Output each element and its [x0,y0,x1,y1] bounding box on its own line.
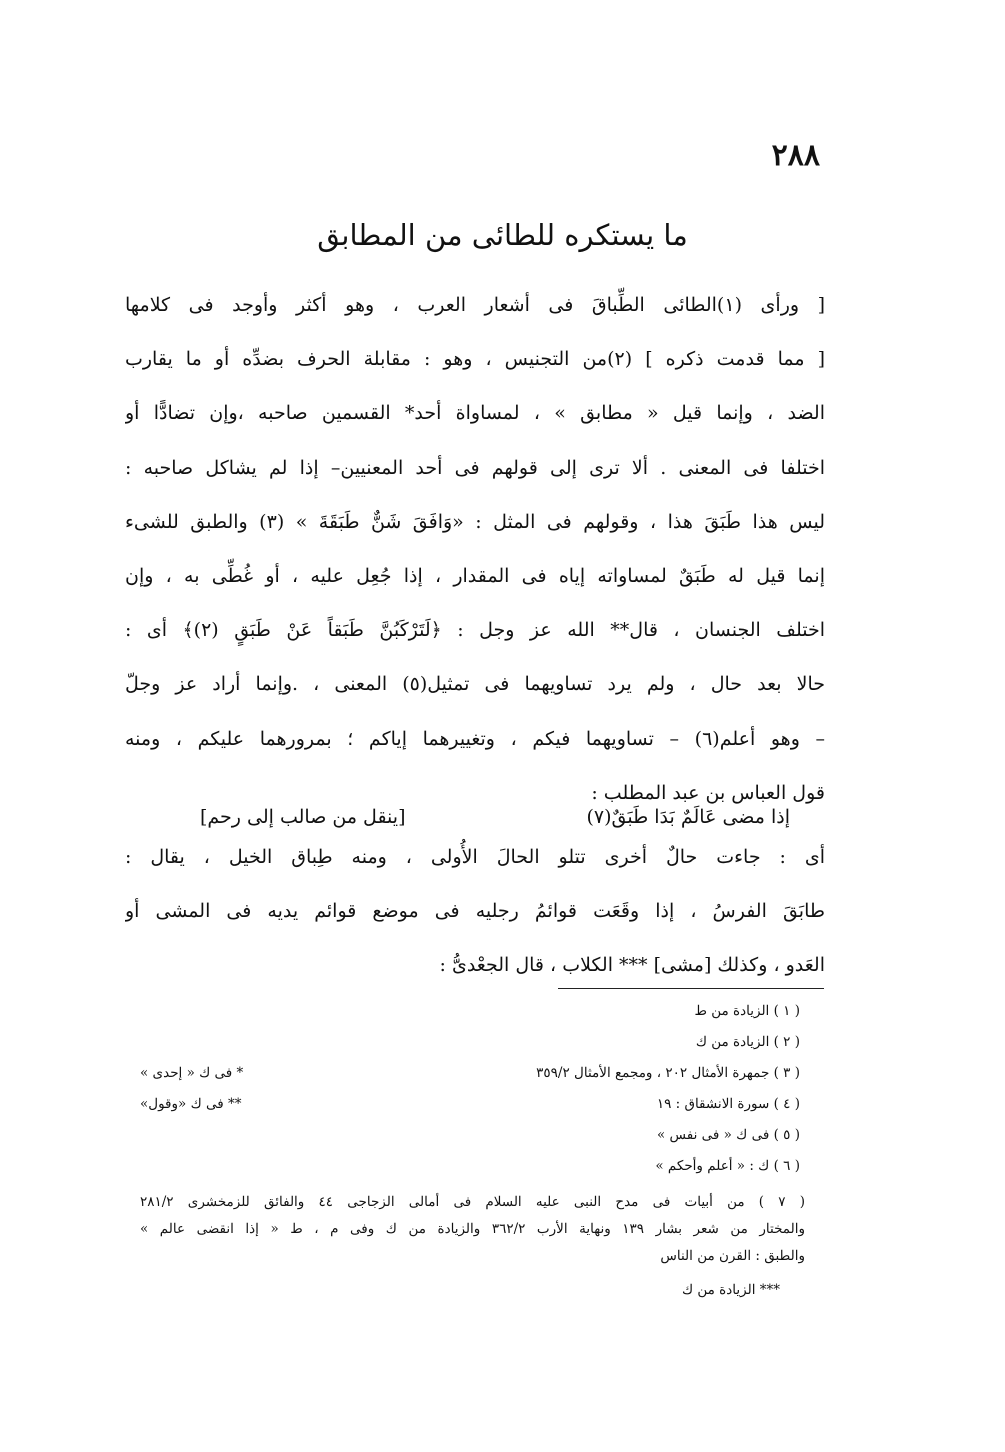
footnote-final: *** الزيادة من ك [681,1282,780,1298]
footnote-row [140,1089,800,1120]
text-line: العَدو ، وكذلك [مشى] *** الكلاب ، قال الجعْدىُّ : [439,954,825,977]
text-line: الضد ، وإنما قيل « مطابق » ، لمساواة أحد* القسمين صاحبه ،وإن تضادًّا أو [125,402,825,425]
body-text-continued [125,830,825,993]
text-line: طابَقَ الفرسُ ، إذا وقَعَت قوائمُ رجليه فى موضع قوائم يديه فى المشى أو [125,900,825,923]
text-line: [ ورأى (١)الطائى الطِّباقَ فى أشعار العرب ، وهو أكثر وأوجد فى كلامها [125,294,825,316]
text-line: قول العباس بن عبد المطلب : [591,781,825,804]
text-line: ليس هذا طَبَقَ هذا ، وقولهم فى المثل : «وَافَقَ شَنٌّ طَبَقَةَ » (٣) والطبق للشىء [125,510,825,533]
footnote-line: والمختار من شعر بشار ١٣٩ ونهاية الأرب ٣٦٢/٢ والزيادة من ك وفى م ، ط « إذا انقضى عالم » [140,1221,805,1237]
footnote-row [140,1058,800,1089]
footnote-row [140,1151,800,1182]
footnote-line: ( ٧ ) من أبيات فى مدح النبى عليه السلام فى أمالى الزجاجى ٤٤ والفائق للزمخشرى ٢٨١/٢ [140,1194,805,1210]
text-line: إنما قيل له طَبَقٌ لمساواته إياه فى المقدار ، إذا جُعِل عليه ، أو غُطِّى به ، وإن [125,564,825,587]
footnote-note: * فى ك « إحدى » [140,1065,244,1081]
text-line: اختلف الجنسان ، قال** الله عز وجل : ﴿لَتَرْكَبُنَّ طَبَقاً عَنْ طَبَقٍ (٢)﴾ أى : [125,619,825,642]
footnote-note: ** فى ك «وقول» [140,1096,242,1112]
body-text [125,278,825,820]
verse-hemistich-left: [ينقل من صالب إلى رحم] [200,806,406,828]
footnote-row [140,1120,800,1151]
footnote: ( ١ ) الزيادة من ط [694,1003,800,1019]
footnote-seven [140,1189,805,1270]
text-line: [ مما قدمت ذكره ] (٢)من التجنيس ، وهو : مقابلة الحرف بضدِّه أو ما يقارب [125,348,825,371]
section-title: ما يستكره للطائى من المطابق [317,218,688,252]
footnote: ( ٦ ) ك : « أعلم وأحكم » [655,1158,800,1174]
footnote-divider [558,988,824,989]
text-line: – وهو أعلم(٦) – تساويهما فيكم ، وتغييرهما إياكم ؛ بمرورهما عليكم ، ومنه [125,727,825,750]
footnote: ( ٣ ) جمهرة الأمثال ٢٠٢ ، ومجمع الأمثال ٣٥٩/٢ [536,1065,800,1081]
page-number: ٢٨٨ [771,138,820,173]
footnotes [140,996,800,1182]
verse-hemistich-right: إذا مضى عَالَمٌ بَدَا طَبَقٌ(٧) [586,806,790,828]
footnote: ( ٥ ) فى ك « فى نفس » [657,1127,800,1143]
footnote: ( ٢ ) الزيادة من ك [695,1034,800,1050]
text-line: أى : جاءت حالٌ أخرى تتلو الحالَ الأُولى ، ومنه طِباق الخيل ، يقال : [125,846,825,868]
footnote: ( ٤ ) سورة الانشقاق : ١٩ [656,1096,800,1112]
footnote-line: والطبق : القرن من الناس [660,1248,805,1264]
text-line: اختلفا فى المعنى . ألا ترى إلى قولهم فى أحد المعنيين– إذا لم يشاكل صاحبه : [125,456,825,479]
text-line: حالا بعد حال ، ولم يرد تساويهما فى تمثيل(٥) المعنى ، .وإنما أراد عز وجلّ [125,673,825,696]
footnote-row [140,996,800,1027]
footnote-row [140,1027,800,1058]
